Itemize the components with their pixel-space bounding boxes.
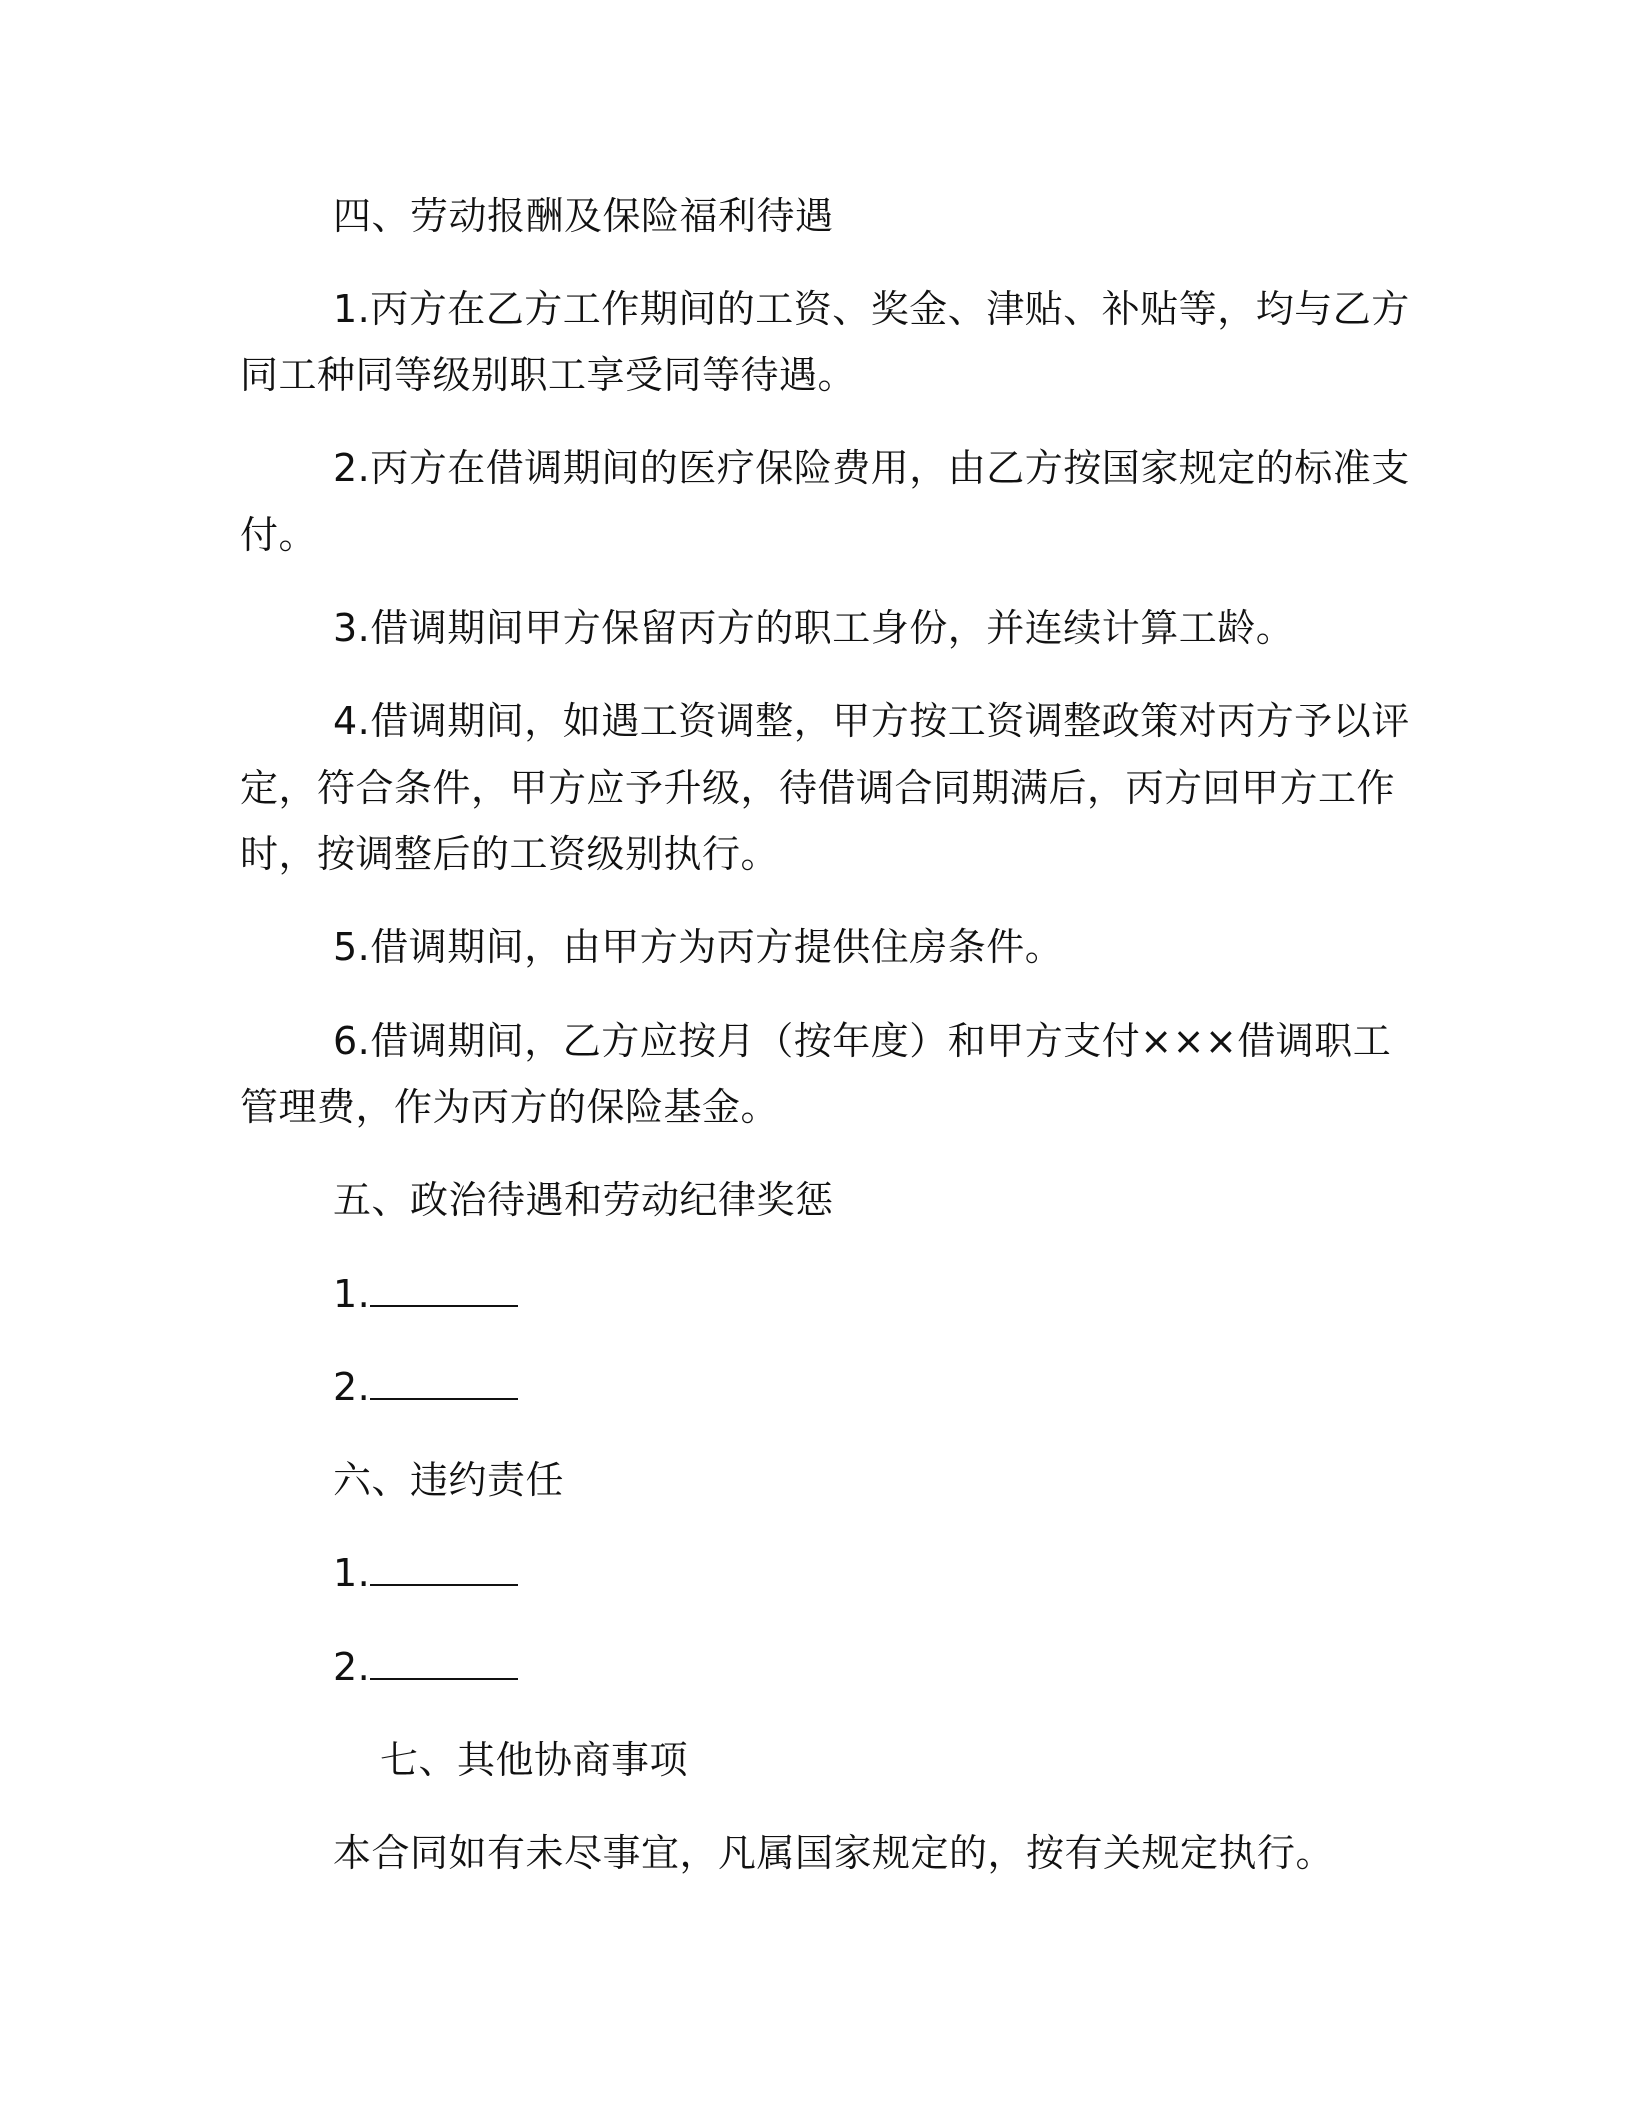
fill-in-blank [370,1554,518,1586]
section-heading-4: 四、劳动报酬及保险福利待遇 [333,194,834,238]
blank-item-label: 2. [333,1365,371,1409]
blank-item-6-2 [333,1643,518,1691]
blank-item-6-1 [333,1549,518,1597]
paragraph-4-4-line-3: 时，按调整后的工资级别执行。 [240,832,780,876]
paragraph-4-2-line-1: 2.丙方在借调期间的医疗保险费用，由乙方按国家规定的标准支 [333,446,1410,490]
fill-in-blank [370,1275,518,1307]
paragraph-4-6-line-2: 管理费，作为丙方的保险基金。 [240,1085,780,1129]
blank-item-label: 1. [333,1551,371,1595]
paragraph-7-body: 本合同如有未尽事宜，凡属国家规定的，按有关规定执行。 [333,1831,1335,1875]
section-heading-7: 七、其他协商事项 [380,1738,689,1782]
blank-item-5-2 [333,1363,518,1411]
paragraph-4-6-line-1: 6.借调期间，乙方应按月（按年度）和甲方支付×××借调职工 [333,1019,1392,1063]
blank-item-label: 2. [333,1645,371,1689]
paragraph-4-1-line-2: 同工种同等级别职工享受同等待遇。 [240,353,857,397]
blank-item-5-1 [333,1270,518,1318]
paragraph-4-4-line-2: 定，符合条件，甲方应予升级，待借调合同期满后，丙方回甲方工作 [240,766,1396,810]
section-heading-5: 五、政治待遇和劳动纪律奖惩 [333,1178,834,1222]
blank-item-label: 1. [333,1272,371,1316]
paragraph-4-2-line-2: 付。 [240,513,318,557]
paragraph-4-1-line-1: 1.丙方在乙方工作期间的工资、奖金、津贴、补贴等，均与乙方 [333,287,1410,331]
fill-in-blank [370,1368,518,1400]
paragraph-4-4-line-1: 4.借调期间，如遇工资调整，甲方按工资调整政策对丙方予以评 [333,699,1410,743]
paragraph-4-5: 5.借调期间，由甲方为丙方提供住房条件。 [333,925,1064,969]
fill-in-blank [370,1648,518,1680]
section-heading-6: 六、违约责任 [333,1458,565,1502]
paragraph-4-3: 3.借调期间甲方保留丙方的职工身份，并连续计算工龄。 [333,606,1295,650]
